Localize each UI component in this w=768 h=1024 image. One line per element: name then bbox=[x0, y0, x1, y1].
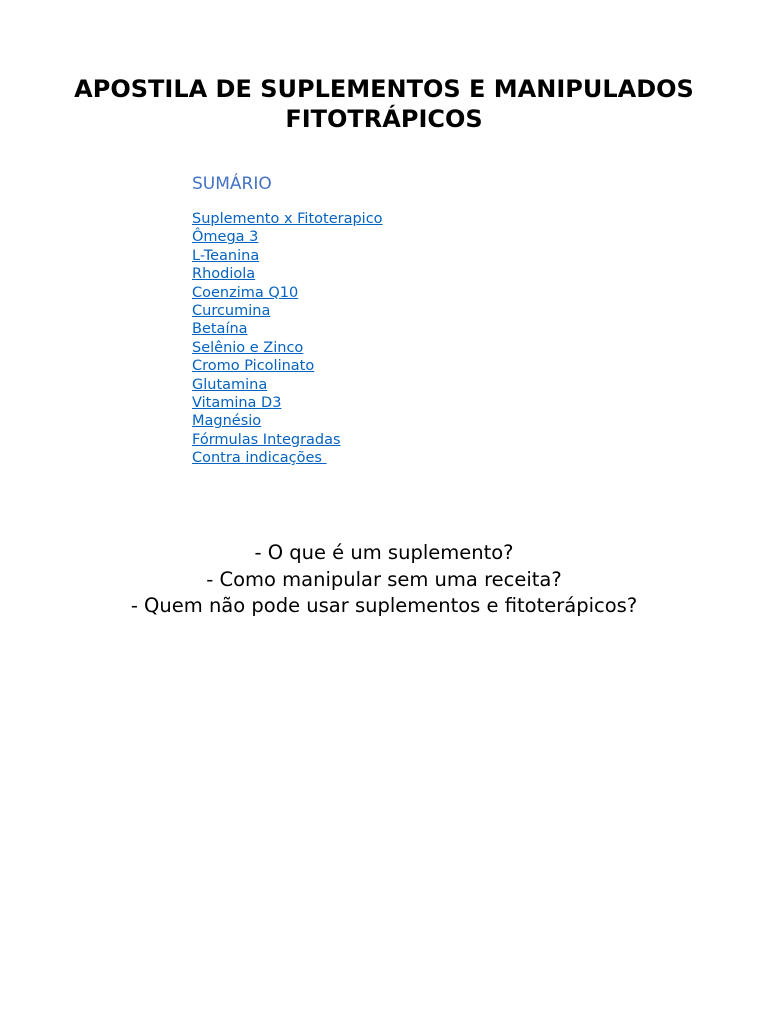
toc-link-glutamina[interactable]: Glutamina bbox=[192, 376, 268, 393]
list-item bbox=[192, 320, 383, 338]
list-item bbox=[192, 210, 383, 228]
toc-link-contra-indicacoes[interactable]: Contra indicações bbox=[192, 450, 327, 467]
toc-link-cromo-picolinato[interactable]: Cromo Picolinato bbox=[192, 358, 315, 375]
list-item bbox=[192, 394, 383, 412]
toc-link-vitamina-d3[interactable]: Vitamina D3 bbox=[192, 394, 282, 411]
list-item bbox=[192, 412, 383, 430]
toc-link-coenzima-q10[interactable]: Coenzima Q10 bbox=[192, 284, 299, 301]
list-item bbox=[192, 247, 383, 265]
table-of-contents bbox=[192, 172, 383, 467]
document-title-line-2: FITOTRÁPICOS bbox=[285, 105, 483, 133]
toc-link-curcumina[interactable]: Curcumina bbox=[192, 302, 271, 319]
toc-link-formulas-integradas[interactable]: Fórmulas Integradas bbox=[192, 431, 341, 448]
toc-link-omega-3[interactable]: Ômega 3 bbox=[192, 229, 259, 246]
list-item bbox=[192, 284, 383, 302]
list-item bbox=[192, 228, 383, 246]
list-item bbox=[192, 376, 383, 394]
toc-link-selenio-e-zinco[interactable]: Selênio e Zinco bbox=[192, 339, 304, 356]
question-line: - O que é um suplemento? bbox=[254, 541, 514, 564]
toc-link-l-teanina[interactable]: L-Teanina bbox=[192, 247, 260, 264]
list-item bbox=[192, 339, 383, 357]
question-line: - Como manipular sem uma receita? bbox=[206, 567, 562, 591]
document-title-line-1: APOSTILA DE SUPLEMENTOS E MANIPULADOS bbox=[74, 75, 694, 103]
list-item bbox=[192, 265, 383, 283]
question-line: - Quem não pode usar suplementos e fitoterápicos? bbox=[130, 594, 638, 617]
intro-questions bbox=[0, 540, 768, 620]
toc-link-suplemento-x-fitoterapico[interactable]: Suplemento x Fitoterapico bbox=[192, 211, 383, 227]
list-item bbox=[192, 431, 383, 449]
toc-link-betaina[interactable]: Betaína bbox=[192, 321, 248, 338]
toc-link-magnesio[interactable]: Magnésio bbox=[192, 413, 262, 430]
list-item bbox=[192, 357, 383, 375]
list-item bbox=[192, 449, 383, 467]
toc-heading: SUMÁRIO bbox=[192, 174, 272, 194]
document-title bbox=[0, 74, 768, 134]
list-item bbox=[192, 302, 383, 320]
toc-link-rhodiola[interactable]: Rhodiola bbox=[192, 266, 256, 283]
toc-list bbox=[192, 210, 383, 467]
